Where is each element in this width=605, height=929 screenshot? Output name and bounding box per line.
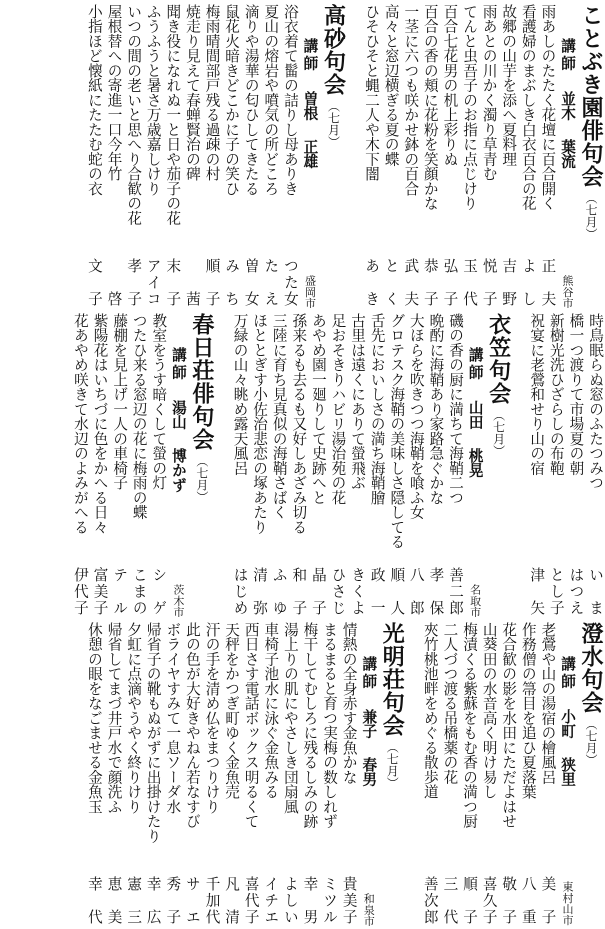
teacher-city: 東村山市 — [561, 881, 574, 926]
poem-author: よしい — [281, 876, 299, 926]
poem-line — [479, 4, 499, 308]
teacher-given-name: 博かず — [169, 447, 187, 492]
section-row-middle — [0, 313, 605, 617]
poem-line — [479, 622, 499, 926]
poem-line — [459, 622, 479, 926]
poem-text: 三陸に育ち見真似の海鞘さばく — [270, 313, 288, 520]
poem-text: 教室をうす暗くして螢の灯 — [150, 313, 168, 490]
poem-text: 梅雨晴間部戸残る過疎の村 — [203, 4, 221, 181]
poem-author: 孝 子 — [125, 258, 143, 308]
teacher-label: 講師 — [169, 347, 187, 383]
poem-author: はじめ — [231, 567, 249, 617]
poem-line — [499, 4, 519, 308]
poem-author: 富美子 — [91, 567, 109, 617]
poem-author: 津 矢 — [528, 567, 546, 617]
teacher-family-name: 湯山 — [169, 400, 187, 430]
poem-author: 三 代 — [441, 876, 459, 926]
poem-line — [420, 4, 440, 308]
poem-line — [406, 313, 426, 617]
poem-author: み ち — [223, 258, 241, 308]
poem-author: よ し — [519, 258, 537, 308]
poem-text: 西日さす電話ボックス明るくて — [242, 622, 260, 829]
poem-author: 和 子 — [290, 567, 308, 617]
poem-line — [70, 313, 90, 617]
poem-line — [566, 313, 586, 617]
poem-line — [527, 313, 547, 617]
poem-line — [361, 4, 381, 308]
poem-author: 末 子 — [164, 258, 182, 308]
teacher-label: 講師 — [360, 656, 378, 692]
group-title-text: 春日荘俳句会 — [188, 313, 215, 451]
poem-line — [367, 313, 387, 617]
teacher-city: 和泉市 — [362, 892, 376, 926]
poem-line — [90, 313, 110, 617]
poem-author: た え — [262, 258, 280, 308]
poem-line — [110, 313, 130, 617]
poem-line — [300, 622, 320, 926]
group-title — [577, 4, 605, 308]
group-title-text: 高砂句会 — [320, 4, 347, 96]
poem-text: 孫来るも去るも又好しあざみ切る — [290, 313, 308, 535]
poem-text: 雨あとの川かく濁り草青む — [480, 4, 498, 181]
poem-author: ミツル — [321, 876, 339, 926]
group-month: （七月） — [326, 100, 341, 148]
poem-line — [182, 4, 202, 308]
poem-text: 大ほらを吹きつつ海鞘を喰ふ女 — [407, 313, 425, 520]
teacher-family-name: 並木 — [559, 91, 576, 121]
poem-line — [339, 622, 359, 926]
poem-text: ひそひそと蝿二人や木下闇 — [363, 4, 381, 181]
poem-line — [124, 622, 144, 926]
group-separator — [406, 622, 420, 926]
poem-line — [420, 622, 440, 926]
teacher-label: 講師 — [301, 38, 319, 74]
poem-line — [585, 313, 605, 617]
poem-author: 八 郎 — [407, 567, 425, 617]
poem-text: 舌先においしさの満ち海鞘膾 — [368, 313, 386, 505]
poem-author: 千加代 — [203, 876, 221, 926]
group-title-text: 澄水句会 — [578, 622, 604, 714]
poem-text: 祝宴に老鶯和せり山の宿 — [528, 313, 546, 476]
poem-text: 情熱の全身赤す金魚かな — [340, 622, 358, 785]
poem-author: 美 子 — [539, 876, 557, 926]
group-title — [319, 4, 347, 308]
poem-text: 汗の手を清め仏をまつりけり — [203, 622, 221, 814]
poem-line — [518, 622, 538, 926]
poem-line — [143, 622, 163, 926]
poem-author: 憲 三 — [125, 876, 143, 926]
poem-text: グロテスク海鞘の美味しさ隠してる — [388, 313, 406, 549]
teacher-given-name: 葉流 — [559, 138, 576, 169]
poem-author: 幸 代 — [85, 876, 103, 926]
poem-text: 雨あしのたたく花壇に百合開く — [539, 4, 557, 211]
poem-text: てんと虫吾子のお指に点じけり — [461, 4, 479, 211]
poem-text: 百合の香の頬に花粉を笑顔かな — [421, 4, 439, 211]
poem-author: 孝 保 — [427, 567, 445, 617]
poem-author: イチエ — [262, 876, 280, 926]
group-month: （七月） — [491, 409, 506, 457]
teacher-family-name: 曽根 — [301, 91, 319, 121]
poem-line — [104, 622, 124, 926]
teacher-city: 熊谷市 — [561, 274, 574, 308]
poem-text: 作務僧の箒目を追ひ夏落葉 — [519, 622, 537, 799]
poem-text: 百合七花男の机上彩りぬ — [441, 4, 459, 167]
poem-line — [163, 4, 183, 308]
group-separator — [513, 313, 527, 617]
poem-text: 古里は遠くにありて螢飛ぶ — [349, 313, 367, 490]
poem-line — [499, 622, 519, 926]
teacher-given-name: 桃晃 — [466, 447, 484, 478]
poem-text: 浴衣着て髷の詰りし母ありき — [281, 4, 299, 196]
poem-line — [426, 313, 446, 617]
poem-text: 紫陽花はいちづに色をかへる日々 — [91, 313, 109, 535]
teacher-family-name: 小町 — [559, 709, 576, 739]
poem-author: ふ ゆ — [270, 567, 288, 617]
group-title-text: 衣笠句会 — [485, 313, 512, 405]
group-month: （七月） — [385, 741, 400, 789]
poem-line — [280, 622, 300, 926]
teacher-line — [168, 313, 188, 617]
group-title — [485, 313, 513, 617]
poem-text: 屋根替への寄進一口今年竹 — [105, 4, 123, 181]
poem-line — [269, 313, 289, 617]
teacher-city: 名取市 — [468, 583, 482, 617]
teacher-line — [465, 313, 485, 617]
poem-text: 花合歓の影を水田にただよはせ — [500, 622, 518, 829]
poem-author: 善二郎 — [447, 567, 465, 617]
poem-line — [459, 4, 479, 308]
poem-author: 恭 子 — [421, 258, 439, 308]
teacher-line — [557, 4, 577, 308]
poem-text: 休憩の眼をなごませる金魚玉 — [85, 622, 103, 814]
poem-text: 滴りや湯華の匂ひしてきたる — [242, 4, 260, 196]
poem-text: 夾竹桃池畔をめぐる散歩道 — [421, 622, 439, 799]
poem-author: 清 弥 — [251, 567, 269, 617]
teacher-line — [557, 622, 577, 926]
poem-text: 老鶯や山の湯宿の檜風呂 — [539, 622, 557, 785]
poem-author: 凡 清 — [223, 876, 241, 926]
poem-author: 啓 — [105, 291, 123, 308]
poem-line — [261, 4, 281, 308]
poem-text: 藤棚を見上げ一人の車椅子 — [111, 313, 129, 490]
poem-text: 鼠花火暗きどこかに子の笑ひ — [223, 4, 241, 196]
poem-text: 夏山の熔岩や噴気の所どころ — [262, 4, 280, 196]
section-row-bottom — [0, 622, 605, 926]
poem-author: 喜久子 — [480, 876, 498, 926]
group-title-text: 光明荘句会 — [379, 622, 406, 737]
poem-author: 順 人 — [388, 567, 406, 617]
teacher-given-name: 正雄 — [301, 138, 319, 169]
poem-line — [319, 622, 339, 926]
poem-text: 二人づつ渡る吊橋薬の花 — [441, 622, 459, 785]
poem-author: 玉 代 — [461, 258, 479, 308]
poem-text: 車椅子池水に泳ぐ金魚みる — [262, 622, 280, 799]
poem-text: 焼走り見えて春蝉賢治の碑 — [183, 4, 201, 181]
poem-text: 花あやめ咲きて水辺のよみがへる — [71, 313, 89, 535]
poem-author: あ き — [363, 258, 381, 308]
poem-author: こまの — [130, 567, 148, 617]
poem-author: サ エ — [183, 876, 201, 926]
poem-line — [538, 622, 558, 926]
poem-author: 順 子 — [203, 258, 221, 308]
poem-author: 喜代子 — [242, 876, 260, 926]
teacher-label: 講師 — [559, 656, 576, 692]
teacher-line — [300, 4, 320, 308]
poem-author: 曽 女 — [242, 258, 260, 308]
poem-text: 天秤をかつぎ町ゆく金魚売 — [223, 622, 241, 799]
poem-text: ボライヤすみて一息ソーダ水 — [164, 622, 182, 814]
poem-text: つたひ来る窓辺の花に梅雨の蝶 — [130, 313, 148, 520]
poem-line — [124, 4, 144, 308]
poem-line — [84, 4, 104, 308]
poem-line — [104, 4, 124, 308]
poem-line — [546, 313, 566, 617]
poem-author: い ま — [587, 567, 604, 617]
poem-author: きくよ — [349, 567, 367, 617]
poem-line — [241, 4, 261, 308]
poem-line — [250, 313, 270, 617]
poem-line — [280, 4, 300, 308]
poem-author: 悦 子 — [480, 258, 498, 308]
poem-author: 正 夫 — [539, 258, 557, 308]
poem-text: 此の色が大好きやねん若なすび — [183, 622, 201, 829]
poem-line — [387, 313, 407, 617]
poem-author: はつえ — [567, 567, 585, 617]
poem-author: 八 重 — [519, 876, 537, 926]
poem-author: 晶 子 — [309, 567, 327, 617]
poem-line — [401, 4, 421, 308]
poem-line — [230, 313, 250, 617]
poem-text: 万緑の山々眺め露天風呂 — [231, 313, 249, 476]
poem-author: 幸 広 — [144, 876, 162, 926]
poem-text: 磯の香の厨に満ちて海鞘二つ — [447, 313, 465, 505]
teacher-label: 講師 — [559, 38, 576, 74]
teacher-city: 茨木市 — [171, 583, 185, 617]
poem-author: シ ゲ — [150, 567, 168, 617]
poem-line — [202, 622, 222, 926]
poem-line — [538, 4, 558, 308]
poem-line — [241, 622, 261, 926]
poem-line — [143, 4, 163, 308]
poem-author: 吉 野 — [500, 258, 518, 308]
poem-line — [202, 4, 222, 308]
group-month: （七月） — [584, 718, 598, 766]
poem-text: 湯上りの肌にやさしき団扇風 — [281, 622, 299, 814]
teacher-family-name: 兼子 — [360, 709, 378, 739]
poem-text: 帰省してまづ井戸水で顔洗ふ — [105, 622, 123, 814]
poem-line — [261, 622, 281, 926]
poem-author: 武 夫 — [402, 258, 420, 308]
poem-author: 敬 子 — [500, 876, 518, 926]
poem-line — [518, 4, 538, 308]
poem-text: 梅漬くる紫蘇をもむ香の満つ厨 — [461, 622, 479, 829]
poem-author: つた女 — [281, 258, 299, 308]
teacher-line — [359, 622, 379, 926]
poem-text: 橋一つ渡りて市場夏の朝 — [567, 313, 585, 476]
poem-text: 帰省子の靴もぬがずに出掛けたり — [144, 622, 162, 844]
poem-text: 梅干してむしろに残るしみの跡 — [301, 622, 319, 829]
poem-line — [163, 622, 183, 926]
poem-line — [328, 313, 348, 617]
group-title — [378, 622, 406, 926]
poem-author: 政 一 — [368, 567, 386, 617]
group-separator — [347, 4, 361, 308]
poem-line — [222, 622, 242, 926]
poem-author: ひさじ — [329, 567, 347, 617]
poem-text: ほととぎす小佐治悲恋の塚あたり — [251, 313, 269, 535]
poem-text: あやめ園一廻りして史跡へと — [309, 313, 327, 505]
poem-text: 聞き役になれぬ一と日や茄子の花 — [164, 4, 182, 226]
poem-line — [440, 622, 460, 926]
poem-text: 小指ほど懐紙にたたむ蛇の衣 — [85, 4, 103, 196]
teacher-city: 盛岡市 — [303, 274, 317, 308]
poem-author: 恵 美 — [105, 876, 123, 926]
group-month: （七月） — [194, 455, 209, 503]
poem-text: 新樹光洗ひざらしの布鞄 — [547, 313, 565, 476]
poem-line — [182, 622, 202, 926]
poem-text: ふうふうと暑さ万歳嘉しけり — [144, 4, 162, 196]
poem-line — [129, 313, 149, 617]
poem-text: 一茎に六つも咲かせ鉢の百合 — [402, 4, 420, 196]
poem-line — [308, 313, 328, 617]
poem-author: とし子 — [547, 567, 565, 617]
poem-author: 順 子 — [461, 876, 479, 926]
poem-text: 故郷の山芋を添へ夏料理 — [500, 4, 518, 167]
group-month: （七月） — [584, 192, 598, 240]
poem-text: 高々と窓辺横ぎる夏の蝶 — [382, 4, 400, 167]
poem-author: 幸 男 — [301, 876, 319, 926]
poem-text: 夕虹に点滴やうやく終りけり — [125, 622, 143, 814]
group-title — [577, 622, 605, 926]
poem-text: まるまると育つ実梅の数しれず — [321, 622, 339, 829]
section-row-top — [0, 4, 605, 308]
group-title — [188, 313, 216, 617]
poem-text: 看護婦のまぶしき白衣百合の花 — [519, 4, 537, 211]
teacher-given-name: 狭里 — [559, 756, 576, 787]
teacher-label: 講師 — [466, 347, 484, 383]
poem-line — [222, 4, 242, 308]
poem-line — [347, 313, 367, 617]
poem-text: 時鳥眠らぬ窓のふたつみつ — [587, 313, 604, 490]
poem-author: 茜 — [183, 291, 201, 308]
poem-line — [149, 313, 169, 617]
poem-text: 足おそきりハビリ湯治苑の花 — [329, 313, 347, 505]
poem-author: 秀 子 — [164, 876, 182, 926]
teacher-family-name: 山田 — [466, 400, 484, 430]
poem-text: 晩酌に海鞘あり家路急ぐかな — [427, 313, 445, 505]
poem-author: 貴美子 — [340, 876, 358, 926]
poem-text: いつの間の老いと思へり合歓の花 — [125, 4, 143, 226]
poem-author: と く — [382, 258, 400, 308]
poem-line — [289, 313, 309, 617]
teacher-given-name: 春男 — [360, 756, 378, 787]
poem-line — [381, 4, 401, 308]
poem-author: 弘 子 — [441, 258, 459, 308]
group-separator — [216, 313, 230, 617]
poem-author: 善次郎 — [421, 876, 439, 926]
poem-line — [84, 622, 104, 926]
poem-author: テ ル — [111, 567, 129, 617]
group-title-text: ことぶき園俳句会 — [578, 4, 604, 188]
poem-line — [440, 4, 460, 308]
poem-line — [445, 313, 465, 617]
poem-author: アイコ — [144, 258, 162, 308]
poem-author: 伊代子 — [71, 567, 89, 617]
poem-author: 文 子 — [85, 258, 103, 308]
poem-text: 山葵田の水音高く明け易し — [480, 622, 498, 799]
